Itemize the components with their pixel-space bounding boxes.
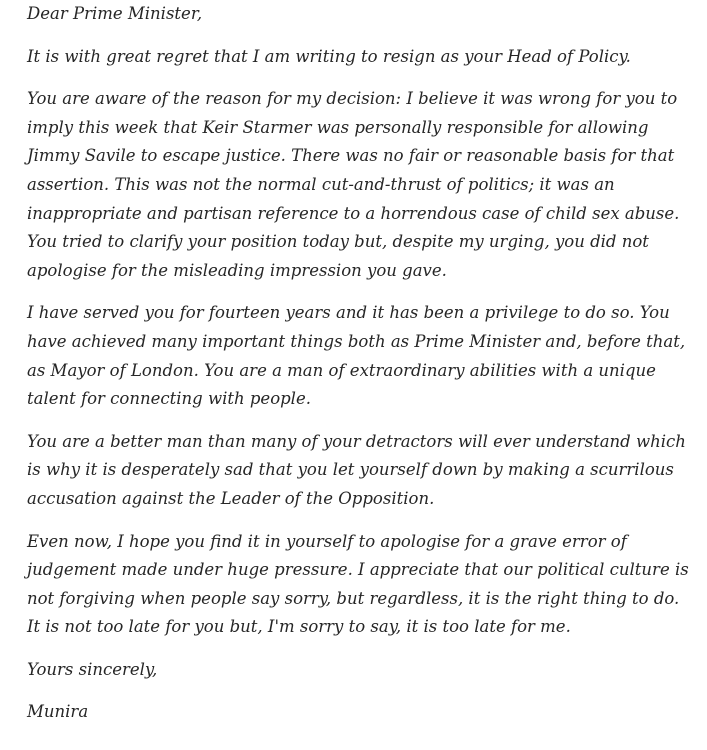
paragraph-gap xyxy=(27,285,697,299)
paragraph-gap xyxy=(27,514,697,528)
paragraph-gap xyxy=(27,71,697,85)
paragraph-1: It is with great regret that I am writing to resign as your Head of Policy. xyxy=(27,46,631,66)
closing: Yours sincerely, xyxy=(27,659,158,679)
paragraph-3: I have served you for fourteen years and it has been a privilege to do so. You have achieved many important things both as Prime Minister and, before that, as Mayor of London. You are a man of extraordinary abilities with a unique talent for connecting with people. xyxy=(27,303,686,409)
resignation-letter xyxy=(27,0,697,727)
paragraph-5: Even now, I hope you find it in yourself to apologise for a grave error of judgement made under huge pressure. I appreciate that our political culture is not forgiving when people say sorry, but regardless, it is the right thing to do. It is not too late for you but, I'm sorry to say, it is too late for me. xyxy=(27,531,689,637)
salutation: Dear Prime Minister, xyxy=(27,4,203,23)
paragraph-gap xyxy=(27,414,697,428)
paragraph-4: You are a better man than many of your detractors will ever understand which is why it is desperately sad that you let yourself down by making a scurrilous accusation against the Leader of the Opposition. xyxy=(27,431,686,508)
signature: Munira xyxy=(27,702,89,722)
paragraph-gap xyxy=(27,684,697,698)
paragraph-gap xyxy=(27,29,697,43)
paragraph-gap xyxy=(27,642,697,656)
paragraph-2: You are aware of the reason for my decision: I believe it was wrong for you to imply this week that Keir Starmer was personally responsible for allowing Jimmy Savile to escape justice. There was no fair or reasonable basis for that assertion. This was not the normal cut-and-thrust of politics; it was an inappropriate and partisan reference to a horrendous case of child sex abuse. You tried to clarify your position today but, despite my urging, you did not apologise for the misleading impression you gave. xyxy=(27,89,680,280)
